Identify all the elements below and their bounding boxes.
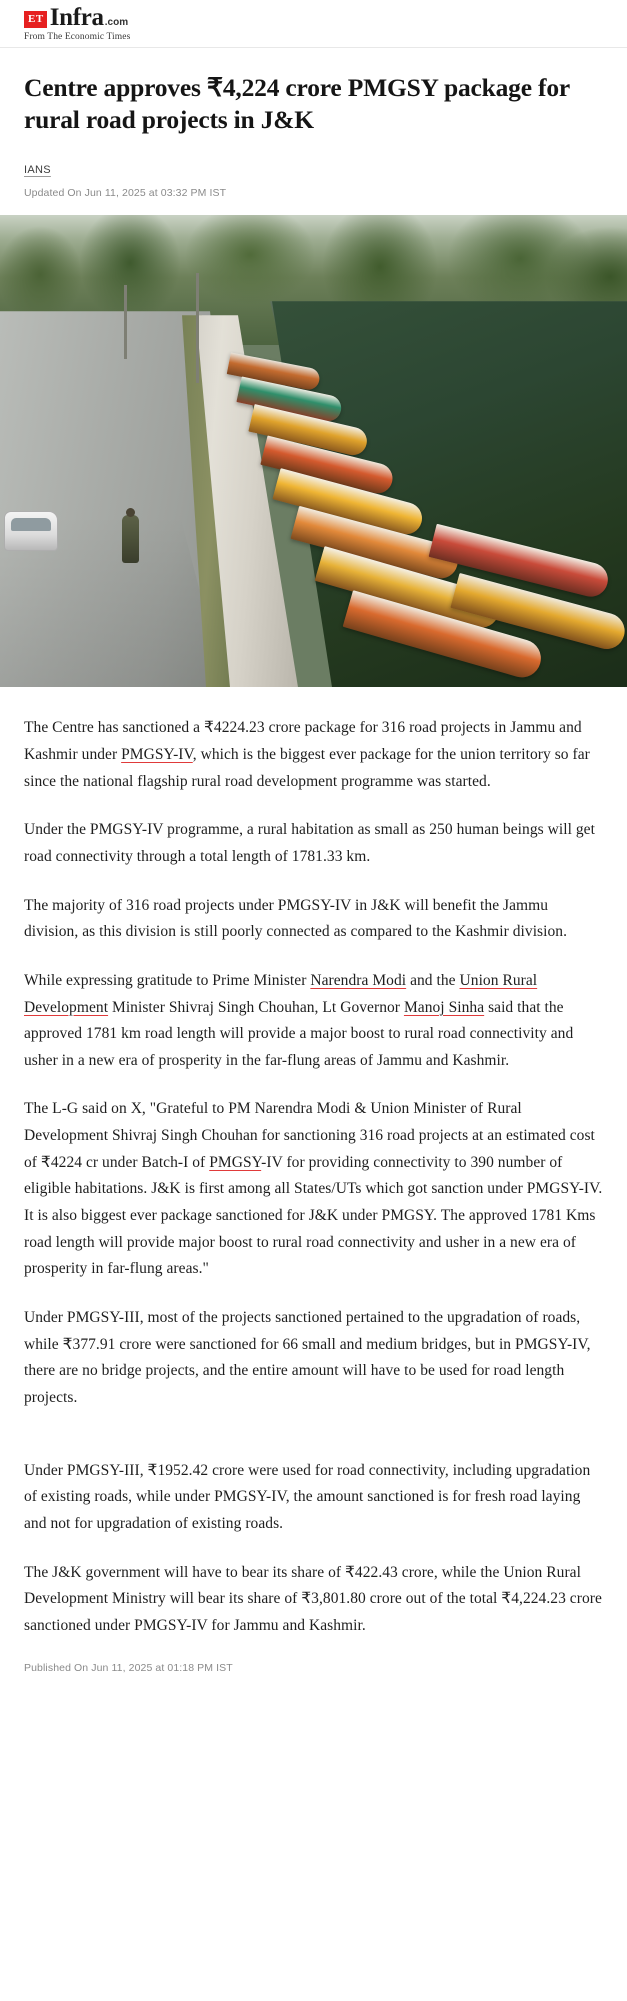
- article-body: [24, 715, 603, 1639]
- hero-pole-1: [196, 273, 199, 383]
- hero-car: [4, 511, 58, 551]
- p4-text-b: and the: [406, 971, 460, 989]
- paragraph-2: Under the PMGSY-IV programme, a rural habitation as small as 250 human beings will get road connectivity through a total length of 1781.33 km.: [24, 821, 595, 865]
- paragraph-3: The majority of 316 road projects under PMGSY-IV in J&K will benefit the Jammu division, as this division is still poorly connected as compared to the Kashmir division.: [24, 896, 568, 941]
- p4-text-a: While expressing gratitude to Prime Minister: [24, 971, 311, 989]
- logo-name: Infra: [49, 3, 104, 31]
- published-timestamp: Published On Jun 11, 2025 at 01:18 PM IST: [24, 1661, 233, 1674]
- link-union-rural-development[interactable]: Union Rural Development: [24, 971, 538, 1016]
- et-badge-icon: ET: [24, 11, 47, 28]
- hero-canvas: [0, 215, 627, 687]
- site-header: [0, 0, 627, 48]
- paragraph-4: [24, 968, 603, 1075]
- p1-text-a: The Centre has sanctioned a ₹4224.23 crore package for 316 road projects in Jammu and Kashmir under: [24, 719, 582, 763]
- updated-timestamp: Updated On Jun 11, 2025 at 03:32 PM IST: [24, 187, 227, 200]
- link-pmgsy[interactable]: PMGSY: [209, 1153, 262, 1171]
- site-tagline: From The Economic Times: [24, 31, 131, 42]
- hero-person: [122, 515, 139, 563]
- link-pmgsy-iv[interactable]: PMGSY-IV: [121, 745, 193, 763]
- paragraph-1: [24, 715, 603, 795]
- link-narendra-modi[interactable]: Narendra Modi: [310, 971, 407, 989]
- byline: [24, 160, 603, 199]
- page-title: Centre approves ₹4,224 crore PMGSY package for rural road projects in J&K: [24, 73, 570, 135]
- p4-text-c: Minister Shivraj Singh Chouhan, Lt Governor: [108, 998, 404, 1016]
- paragraph-7: Under PMGSY-III, ₹1952.42 crore were used for road connectivity, including upgradation of existing roads, while under PMGSY-IV, the amount sanctioned is for fresh road laying and not for upgradation of existing roads.: [24, 1461, 591, 1532]
- article: [0, 72, 627, 1674]
- byline-author-link[interactable]: IANS: [24, 164, 51, 177]
- p1-text-b: , which is the biggest ever package for the union territory so far since the national flagship rural road development programme was started.: [24, 745, 590, 790]
- paragraph-8: The J&K government will have to bear its share of ₹422.43 crore, while the Union Rural Development Ministry will bear its share of ₹3,801.80 crore out of the total ₹4,224.23 crore sanctioned under PMGSY-IV for Jammu and Kashmir.: [24, 1563, 602, 1634]
- p5-text-b: -IV for providing connectivity to 390 number of eligible habitations. J&K is first among all States/UTs which got sanction under PMGSY-IV. It is also biggest ever package sanctioned for J&K under PMGSY. The approved 1781 Kms road length will provide major boost to rural road connectivity and usher in a new era of prosperity in far-flung areas.": [24, 1153, 603, 1278]
- paragraph-6: Under PMGSY-III, most of the projects sanctioned pertained to the upgradation of roads, while ₹377.91 crore were sanctioned for 66 small and medium bridges, but in PMGSY-IV, there are no bridge projects, and the entire amount will have to be used for road length projects.: [24, 1309, 591, 1407]
- logo-row: [24, 5, 130, 31]
- logo-domain: .com: [104, 16, 129, 28]
- site-logo[interactable]: [24, 5, 130, 43]
- hero-pole-2: [124, 285, 127, 359]
- p5-text-a: The L-G said on X, "Grateful to PM Narendra Modi & Union Minister of Rural Development Shivraj Singh Chouhan for sanctioning 316 road projects at an estimated cost of ₹4224 cr under Batch-I of: [24, 1100, 595, 1171]
- hero-image: [0, 215, 627, 687]
- link-manoj-sinha[interactable]: Manoj Sinha: [403, 998, 485, 1016]
- p4-text-d: said that the approved 1781 km road length will provide a major boost to rural road connectivity and usher in a new era of prosperity in the far-flung areas of Jammu and Kashmir.: [24, 998, 574, 1069]
- paragraph-5: [24, 1096, 603, 1283]
